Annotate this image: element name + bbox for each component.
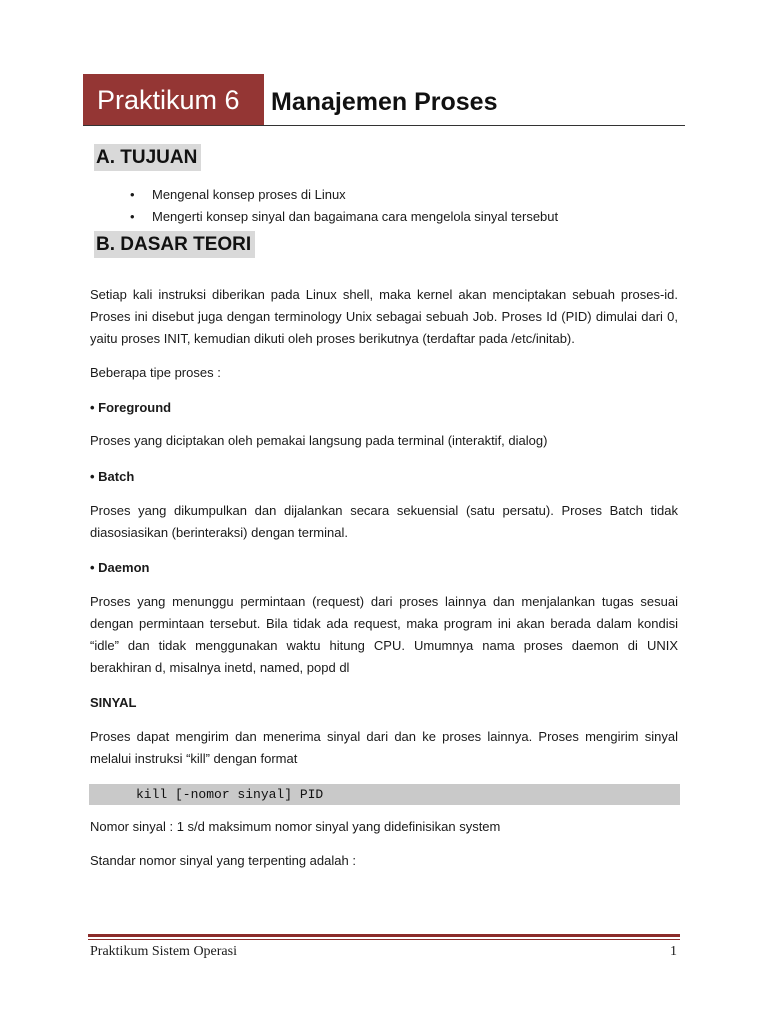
list-item: • Mengerti konsep sinyal dan bagaimana cara mengelola sinyal tersebut bbox=[130, 206, 558, 228]
tujuan-list bbox=[130, 184, 558, 228]
footer-title: Praktikum Sistem Operasi bbox=[90, 944, 237, 959]
foreground-text: Proses yang diciptakan oleh pemakai langsung pada terminal (interaktif, dialog) bbox=[90, 433, 548, 448]
intro-paragraph bbox=[90, 284, 678, 350]
section-heading-tujuan: A. TUJUAN bbox=[94, 144, 201, 171]
footer-divider bbox=[88, 934, 680, 937]
page-header bbox=[83, 74, 685, 126]
daemon-label: • Daemon bbox=[90, 560, 150, 575]
section-heading-dasar-teori: B. DASAR TEORI bbox=[94, 231, 255, 258]
batch-label: • Batch bbox=[90, 469, 135, 484]
footer-divider-thin bbox=[88, 939, 680, 940]
intro-text: Setiap kali instruksi diberikan pada Linux shell, maka kernel akan menciptakan sebuah proses-id. Proses ini disebut juga dengan terminology Unix sebagai sebuah Job. Proses Id (PID) dimulai dari 0, yaitu proses INIT, kemudian dikuti oleh proses berikutnya (terdaftar pada /etc/initab). bbox=[90, 287, 678, 346]
foreground-label: • Foreground bbox=[90, 400, 172, 415]
list-item: • Mengenal konsep proses di Linux bbox=[130, 184, 558, 206]
sinyal-label: SINYAL bbox=[90, 695, 137, 710]
page-title: Manajemen Proses bbox=[271, 88, 498, 116]
sinyal-text: Proses dapat mengirim dan menerima sinyal dari dan ke proses lainnya. Proses mengirim sinyal melalui instruksi “kill” dengan format bbox=[90, 729, 678, 766]
types-intro: Beberapa tipe proses : bbox=[90, 365, 221, 380]
chapter-badge: Praktikum 6 bbox=[83, 74, 264, 126]
page-number: 1 bbox=[670, 944, 677, 959]
standar-text: Standar nomor sinyal yang terpenting adalah : bbox=[90, 853, 356, 868]
daemon-text: Proses yang menunggu permintaan (request) dari proses lainnya dan menjalankan tugas sesuai dengan permintaan tersebut. Bila tidak ada request, maka program ini akan berada dalam kondisi “idle” dan tidak menggunakan waktu hitung CPU. Umumnya nama proses daemon di UNIX berakhiran d, misalnya inetd, named, popd dl bbox=[90, 594, 678, 675]
header-divider bbox=[83, 125, 685, 126]
code-snippet: kill [-nomor sinyal] PID bbox=[89, 784, 680, 805]
batch-text: Proses yang dikumpulkan dan dijalankan secara sekuensial (satu persatu). Proses Batch tidak diasosiasikan (berinteraksi) dengan terminal. bbox=[90, 503, 678, 540]
nomor-text: Nomor sinyal : 1 s/d maksimum nomor sinyal yang didefinisikan system bbox=[90, 819, 501, 834]
